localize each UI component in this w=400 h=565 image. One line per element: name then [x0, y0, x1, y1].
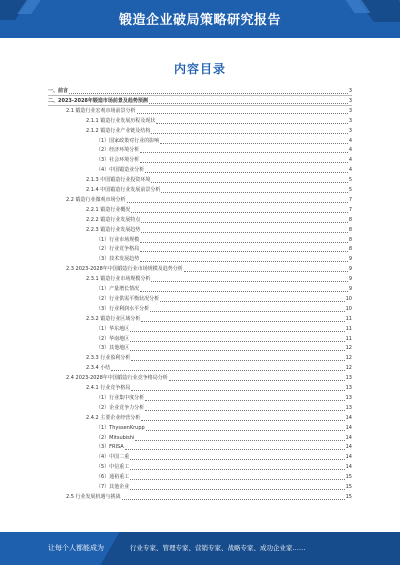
toc-entry[interactable] [86, 116, 352, 125]
toc-entry-title: （3）行业利润水平分析 [96, 305, 150, 312]
toc-entry[interactable] [96, 482, 352, 491]
toc-dot-leader [145, 406, 344, 411]
toc-dot-leader [160, 139, 348, 144]
toc-entry-title: （7）其他企业 [96, 484, 130, 490]
toc-entry-title: （3）技术发展趋势 [96, 256, 140, 263]
toc-entry[interactable] [66, 492, 352, 501]
toc-entry[interactable] [96, 165, 352, 174]
toc-page-number: 13 [345, 404, 352, 411]
toc-page-number: 11 [345, 335, 352, 342]
toc-entry-title: 2.3.3 行业盈利分析 [86, 355, 131, 362]
toc-page-number: 13 [345, 385, 352, 391]
toc-page-number: 3 [348, 107, 352, 114]
toc-entry[interactable] [96, 472, 352, 481]
toc-entry[interactable] [86, 314, 352, 323]
toc-entry[interactable] [48, 96, 352, 106]
toc-dot-leader [127, 198, 348, 203]
toc-entry[interactable] [96, 155, 352, 164]
toc-page-number: 14 [345, 464, 352, 471]
toc-entry-title: 2.2.1 锻造行业概况 [86, 206, 131, 213]
toc-dot-leader [141, 228, 348, 233]
toc-page-number: 13 [345, 375, 352, 382]
toc-entry-title: 2.5 行业发展机遇与挑战 [66, 493, 121, 500]
toc-entry-title: 2.1.4 中国锻造行业发展前景分析 [86, 187, 161, 193]
toc-page-number: 7 [348, 206, 352, 213]
toc-entry-title: （6）通裕重工 [96, 474, 130, 481]
toc-dot-leader [130, 346, 344, 351]
toc-entry-title: （1）ThyssenKrupp [96, 424, 145, 431]
toc-page-number: 7 [348, 196, 352, 203]
toc-page-number: 9 [348, 256, 352, 263]
toc-entry[interactable] [96, 423, 352, 432]
toc-page-number: 3 [348, 127, 352, 134]
toc-entry-title: 2.4.1 行业竞争格局 [86, 385, 131, 391]
toc-entry[interactable] [66, 373, 352, 382]
toc-entry-title: 2.1.2 锻造行业产业链及结构 [86, 127, 151, 134]
toc-entry[interactable] [96, 145, 352, 154]
toc-entry-title: （1）国家政策对行业的影响 [96, 137, 160, 144]
toc-entry-title: 一、前言 [48, 88, 69, 94]
toc-dot-leader [145, 396, 344, 401]
toc-entry[interactable] [86, 413, 352, 422]
footer-slogan: 让每个人都能成为 [48, 544, 104, 552]
toc-page-number: 9 [348, 266, 352, 273]
toc-dot-leader [131, 386, 344, 391]
toc-entry[interactable] [86, 383, 352, 392]
toc-dot-leader [145, 168, 348, 173]
toc-dot-leader [141, 218, 348, 223]
toc-dot-leader [169, 376, 345, 381]
toc-entry[interactable] [86, 185, 352, 194]
toc-page-number: 14 [345, 454, 352, 461]
toc-page-number: 11 [345, 315, 352, 322]
toc-page-number: 9 [348, 286, 352, 292]
toc-entry[interactable] [96, 403, 352, 412]
toc-dot-leader [140, 158, 348, 163]
toc-page-number: 4 [348, 157, 352, 164]
toc-dot-leader [130, 465, 344, 470]
toc-entry[interactable] [96, 343, 352, 352]
toc-entry-title: （1）行业集中度分析 [96, 394, 145, 401]
toc-dot-leader [130, 485, 344, 490]
toc-entry[interactable] [96, 334, 352, 343]
toc-page-number: 12 [345, 345, 352, 352]
toc-page-number: 15 [345, 484, 352, 490]
toc-entry[interactable] [86, 215, 352, 224]
toc-entry-title: （2）经济环境分析 [96, 147, 140, 154]
toc-dot-leader [151, 178, 347, 183]
toc-page-number: 3 [348, 88, 352, 94]
toc-dot-leader [151, 277, 347, 282]
toc-dot-leader [130, 327, 344, 332]
toc-entry[interactable] [86, 353, 352, 362]
toc-page-number: 11 [345, 325, 352, 332]
report-header [0, 0, 400, 38]
toc-entry-title: （1）产量增长情况 [96, 286, 140, 292]
toc-entry-title: 2.3 2023-2028年中国锻造行业市场规模及趋势分析 [66, 266, 183, 273]
toc-dot-leader [130, 475, 344, 480]
toc-entry[interactable] [66, 106, 352, 115]
toc-page-number: 14 [345, 424, 352, 431]
toc-dot-leader [111, 366, 344, 371]
toc-entry[interactable] [96, 324, 352, 333]
toc-entry[interactable] [86, 175, 352, 184]
toc-page-number: 10 [345, 305, 352, 312]
toc-dot-leader [141, 416, 344, 421]
toc-entry-title: （3）社会环境分析 [96, 157, 140, 164]
toc-dot-leader [140, 287, 348, 292]
toc-dot-leader [161, 188, 347, 193]
toc-entry-title: （2）行业供需平衡状况分析 [96, 295, 160, 302]
toc-entry-title: 2.4 2023-2028年中国锻造行业竞争格局分析 [66, 375, 168, 382]
toc-page-number: 14 [345, 414, 352, 421]
toc-entry[interactable] [96, 452, 352, 461]
toc-dot-leader [140, 257, 348, 262]
toc-page-number: 8 [348, 236, 352, 243]
toc-page-number: 9 [348, 276, 352, 283]
toc-page-number: 3 [348, 117, 352, 124]
toc-entry[interactable] [66, 195, 352, 204]
toc-page-number: 5 [348, 177, 352, 184]
toc-dot-leader [131, 356, 344, 361]
toc-dot-leader [150, 307, 344, 312]
toc-dot-leader [140, 238, 348, 243]
toc-entry-title: （3）其他地区 [96, 345, 130, 352]
toc-dot-leader [149, 99, 348, 104]
toc-entry[interactable] [86, 225, 352, 234]
toc-entry[interactable] [96, 442, 352, 451]
toc-dot-leader [156, 119, 347, 124]
toc-page-number: 14 [345, 444, 352, 451]
toc-dot-leader [184, 267, 348, 272]
toc-entry-title: （3）FRISA [96, 444, 124, 451]
toc-page-number: 15 [345, 474, 352, 481]
toc-entry[interactable] [96, 136, 352, 145]
toc-page-number: 5 [348, 187, 352, 193]
toc-entry-title: 2.4.2 主要企业经营分析 [86, 414, 141, 421]
toc-page-number: 10 [345, 295, 352, 302]
toc-dot-leader [141, 317, 344, 322]
toc-entry-title: 2.1.3 中国锻造行业投资环境 [86, 177, 151, 184]
toc-dot-leader [130, 455, 344, 460]
footer-tagline: 行业专家、管理专家、营销专家、战略专家、成功企业家…… [130, 544, 306, 552]
toc-dot-leader [146, 426, 345, 431]
toc-page-number: 8 [348, 226, 352, 233]
toc-dot-leader [131, 208, 348, 213]
toc-entry-title: 2.1 锻造行业宏观市场前景分析 [66, 107, 136, 114]
toc-dot-leader [160, 297, 344, 302]
toc-entry[interactable] [96, 244, 352, 253]
toc-entry-title: （5）中信重工 [96, 464, 130, 471]
toc-entry-title: 2.2 锻造行业微观市场分析 [66, 196, 126, 203]
toc-entry-title: 2.1.1 锻造行业发展历程及现状 [86, 117, 156, 124]
page-footer [0, 532, 400, 565]
toc-dot-leader [135, 436, 344, 441]
toc-dot-leader [137, 109, 348, 114]
toc-entry-title: （2）企业竞争力分析 [96, 404, 145, 411]
toc-entry[interactable] [96, 433, 352, 442]
toc-entry-title: 2.2.2 锻造行业发展特点 [86, 216, 141, 223]
toc-dot-leader [122, 495, 345, 500]
toc-dot-leader [140, 247, 348, 252]
toc-entry-title: （2）华南地区 [96, 335, 130, 342]
toc-entry-title: （1）华东地区 [96, 325, 130, 332]
toc-dot-leader [125, 445, 345, 450]
toc-page-number: 13 [345, 394, 352, 401]
toc-dot-leader [140, 148, 348, 153]
toc-page-number: 8 [348, 216, 352, 223]
toc-page-number: 15 [345, 493, 352, 500]
toc-entry[interactable] [86, 126, 352, 135]
toc-page-number: 8 [348, 246, 352, 253]
toc-entry[interactable] [96, 284, 352, 293]
toc-entry[interactable] [96, 393, 352, 402]
toc-entry-title: 2.3.4 小结 [86, 365, 111, 372]
toc-entry[interactable] [96, 294, 352, 303]
toc-title: 内容目录 [173, 62, 226, 76]
toc-entry-title: （4）中国锻造业分析 [96, 167, 145, 174]
toc-entry[interactable] [96, 254, 352, 263]
toc-dot-leader [69, 89, 348, 94]
toc-entry-title: （2）行业竞争格局 [96, 246, 140, 253]
toc-entry[interactable] [86, 274, 352, 283]
toc-entry[interactable] [48, 86, 352, 96]
toc-entry-title: 二、2023-2028年锻造市场前景及趋势预测 [48, 97, 148, 104]
toc-entry[interactable] [86, 205, 352, 214]
toc-entry-title: 2.3.2 锻造行业区域分析 [86, 315, 141, 322]
toc-page-number: 4 [348, 137, 352, 144]
toc-entry-title: 2.3.1 锻造行业市场规模分析 [86, 276, 151, 283]
report-title: 锻造企业破局策略研究报告 [118, 13, 281, 28]
toc-page-number: 3 [348, 97, 352, 104]
toc-entry[interactable] [96, 304, 352, 313]
toc-entry[interactable] [96, 462, 352, 471]
toc-page-number: 4 [348, 167, 352, 174]
toc-entry-title: （4）中国二重 [96, 454, 130, 461]
toc-dot-leader [151, 129, 347, 134]
toc-entry[interactable] [86, 363, 352, 372]
toc-page-number: 14 [345, 434, 352, 441]
toc-entry-title: （2）Mitsubishi [96, 434, 135, 441]
toc-page-number: 4 [348, 147, 352, 154]
toc-page-number: 12 [345, 355, 352, 362]
toc-entry-title: （1）行业市场规模 [96, 236, 140, 243]
toc-entry[interactable] [66, 264, 352, 273]
toc-entry[interactable] [96, 235, 352, 244]
toc-page-number: 12 [345, 365, 352, 372]
toc-dot-leader [130, 337, 344, 342]
toc-entry-title: 2.2.3 锻造行业发展趋势 [86, 226, 141, 233]
